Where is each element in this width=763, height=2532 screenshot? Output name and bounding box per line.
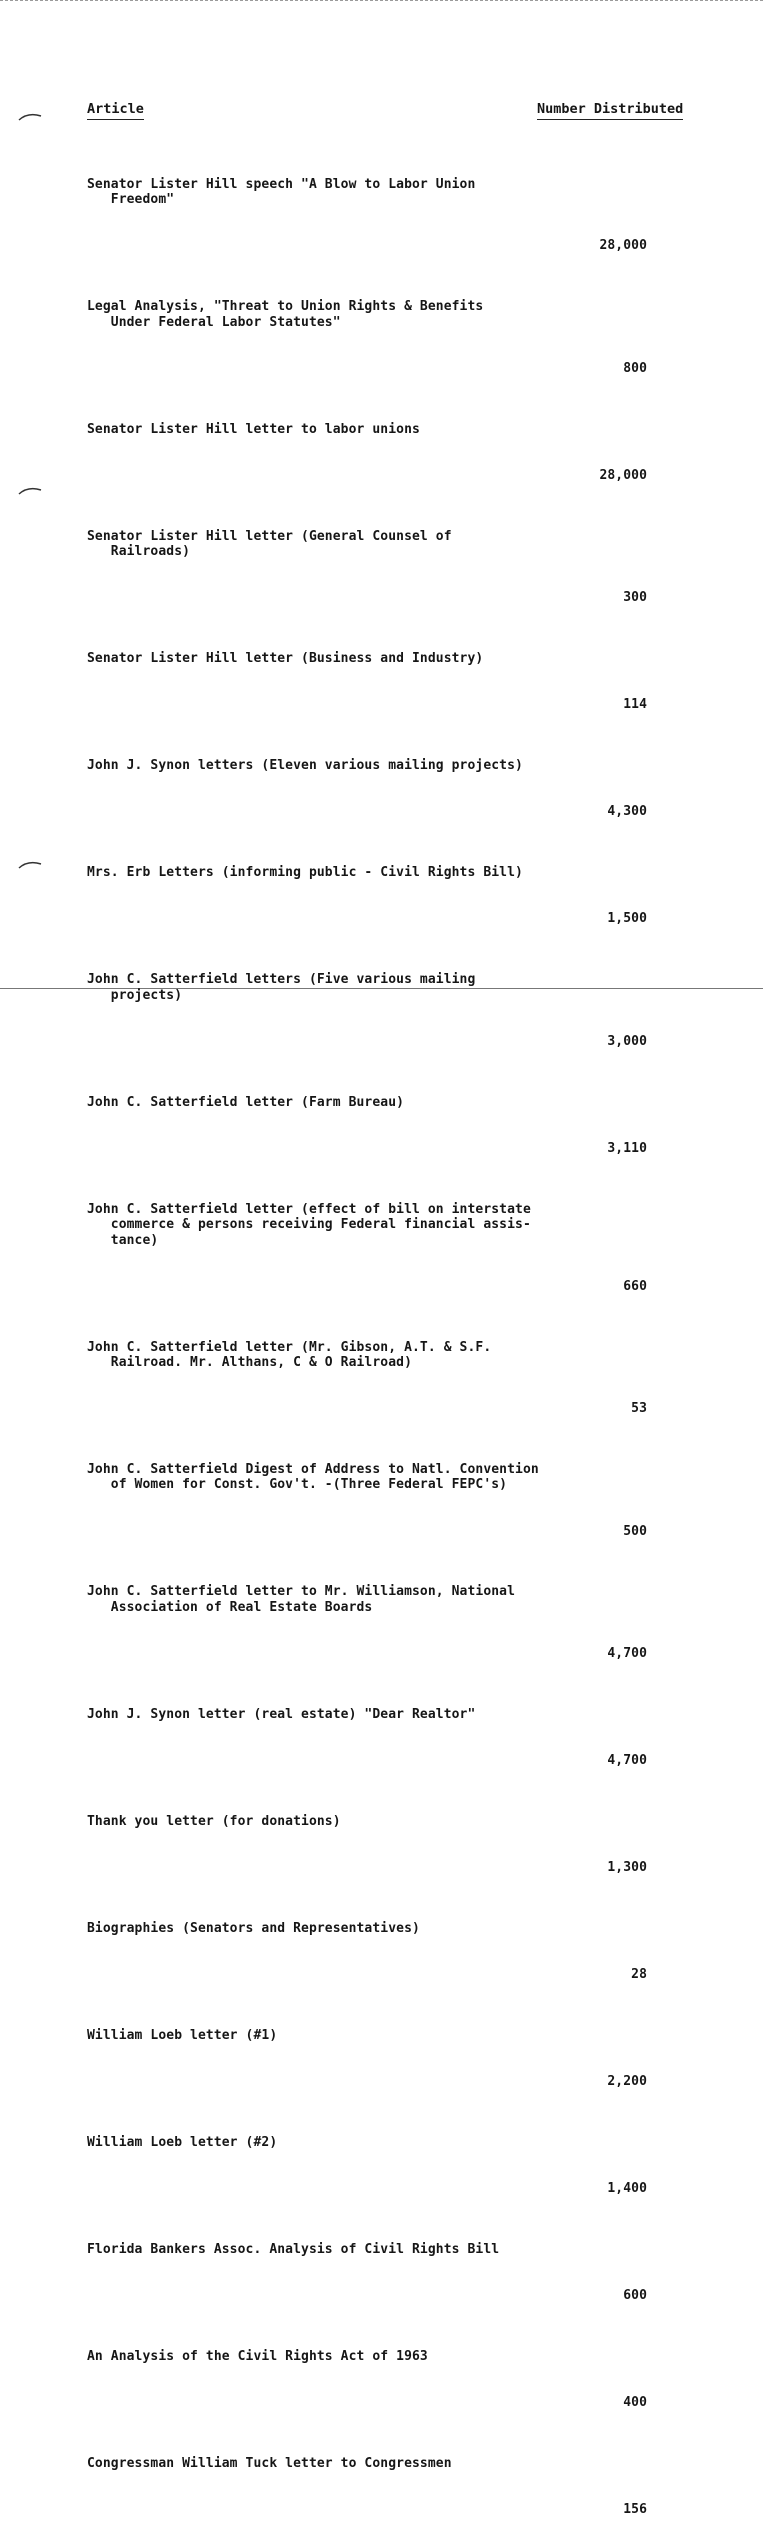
article-title: John C. Satterfield letters (Five various mailing projects) <box>87 972 476 1003</box>
article-title: John C. Satterfield letter (Mr. Gibson, A.T. & S.F. Railroad. Mr. Althans, C & O Railroad) <box>87 1339 492 1370</box>
article-title: Mrs. Erb Letters (informing public - Civil Rights Bill) <box>87 865 523 881</box>
article-title: Congressman William Tuck letter to Congressmen <box>87 2456 452 2472</box>
list-item <box>87 2318 647 2410</box>
list-item <box>87 498 647 606</box>
number-distributed-column-header: Number Distributed <box>537 101 683 120</box>
article-title: John J. Synon letters (Eleven various mailing projects) <box>87 758 523 774</box>
list-item <box>87 146 647 254</box>
distributed-count: 28,000 <box>599 238 647 254</box>
list-item <box>87 391 647 483</box>
distributed-count: 660 <box>623 1278 647 1294</box>
distributed-count: 28 <box>631 1967 647 1983</box>
list-item <box>87 2211 647 2303</box>
distributed-count: 53 <box>631 1401 647 1417</box>
list-item <box>87 620 647 712</box>
distributed-count: 800 <box>623 360 647 376</box>
article-title: John J. Synon letter (real estate) "Dear Realtor" <box>87 1706 476 1722</box>
distributed-count: 28,000 <box>599 467 647 483</box>
list-item <box>87 1171 647 1294</box>
list-item <box>87 1783 647 1875</box>
punch-hole-mark-bottom <box>18 858 42 870</box>
list-item <box>87 1309 647 1417</box>
list-item <box>87 941 647 1049</box>
list-item <box>87 1890 647 1982</box>
distributed-count: 3,110 <box>607 1140 647 1156</box>
distributed-count: 1,300 <box>607 1860 647 1876</box>
list-item <box>87 1997 647 2089</box>
article-title: Senator Lister Hill letter (General Counsel of Railroads) <box>87 528 452 560</box>
punch-hole-mark-top <box>18 110 42 122</box>
list-item <box>87 1431 647 1539</box>
article-title: William Loeb letter (#1) <box>87 2027 278 2043</box>
distributed-count: 114 <box>623 697 647 713</box>
distributed-count: 4,700 <box>607 1646 647 1662</box>
distributed-count: 156 <box>623 2502 647 2518</box>
article-title: John C. Satterfield letter (effect of bill on interstate commerce & persons receiving Federal financial assis- tance) <box>87 1201 531 1248</box>
distributed-count: 300 <box>623 590 647 606</box>
distributed-count: 4,700 <box>607 1753 647 1769</box>
article-title: Senator Lister Hill letter (Business and Industry) <box>87 651 484 667</box>
article-title: John C. Satterfield Digest of Address to Natl. Convention of Women for Const. Gov't. -(Three Federal FEPC's) <box>87 1462 539 1493</box>
list-item <box>87 2425 647 2517</box>
list-item <box>87 268 647 376</box>
article-title: Senator Lister Hill speech "A Blow to Labor Union Freedom" <box>87 176 476 208</box>
list-item <box>87 1554 647 1662</box>
distributed-count: 3,000 <box>607 1033 647 1049</box>
page-top-edge <box>0 0 763 1</box>
distributed-count: 600 <box>623 2288 647 2304</box>
distributed-count: 400 <box>623 2395 647 2411</box>
article-title: Thank you letter (for donations) <box>87 1813 341 1829</box>
distribution-list <box>87 146 647 2532</box>
article-title: Biographies (Senators and Representatives) <box>87 1920 420 1936</box>
list-item <box>87 727 647 819</box>
article-title: An Analysis of the Civil Rights Act of 1963 <box>87 2349 428 2365</box>
article-title: William Loeb letter (#2) <box>87 2135 278 2150</box>
distributed-count: 1,400 <box>607 2181 647 2197</box>
list-item <box>87 1676 647 1768</box>
article-title: Legal Analysis, "Threat to Union Rights & Benefits Under Federal Labor Statutes" <box>87 299 484 330</box>
article-title: John C. Satterfield letter (Farm Bureau) <box>87 1094 405 1110</box>
list-item <box>87 2104 647 2196</box>
distributed-count: 1,500 <box>607 911 647 927</box>
distributed-count: 2,200 <box>607 2074 647 2090</box>
article-column-header: Article <box>87 101 144 120</box>
list-item <box>87 1064 647 1156</box>
list-item <box>87 834 647 926</box>
article-title: John C. Satterfield letter to Mr. Williamson, National Association of Real Estate Boards <box>87 1584 516 1615</box>
article-title: Senator Lister Hill letter to labor unions <box>87 421 420 437</box>
distributed-count: 500 <box>623 1523 647 1539</box>
distributed-count: 4,300 <box>607 804 647 820</box>
article-title: Florida Bankers Assoc. Analysis of Civil Rights Bill <box>87 2242 500 2258</box>
punch-hole-mark-middle <box>18 484 42 496</box>
